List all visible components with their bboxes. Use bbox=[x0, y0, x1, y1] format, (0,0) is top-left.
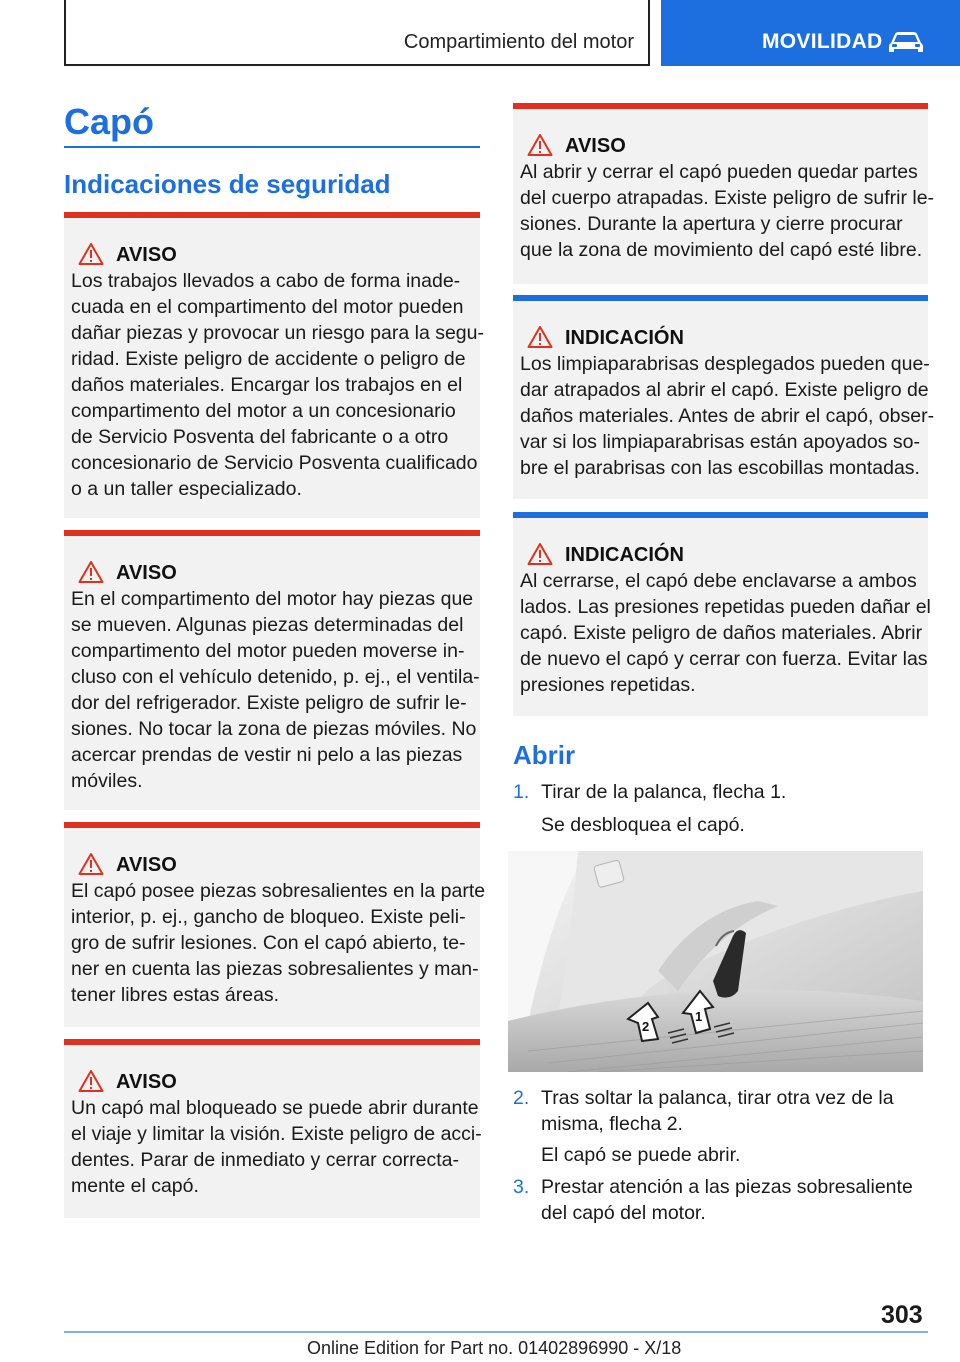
step-result: Se desbloquea el capó. bbox=[541, 814, 745, 836]
header-category-title: MOVILIDAD bbox=[762, 30, 883, 53]
step-result: El capó se puede abrir. bbox=[541, 1144, 741, 1166]
car-icon bbox=[887, 29, 925, 55]
notice-text: Los limpiaparabrisas desplegados pueden que- dar atrapados al abrir el capó. Existe peligro de daños materiales. Antes de abrir el capó, obser- var si los limpiaparabrisas están apoyados so- bre el parabrisas con las escobillas montadas. bbox=[520, 353, 935, 479]
warning-icon bbox=[527, 133, 553, 157]
page-title: Capó bbox=[64, 101, 154, 142]
notice-title: AVISO bbox=[116, 562, 177, 584]
notice-box bbox=[513, 295, 935, 499]
warning-icon bbox=[527, 325, 553, 349]
notice-title: INDICACIÓN bbox=[565, 327, 684, 349]
notice-box bbox=[64, 822, 486, 1027]
step-number: 3. bbox=[513, 1176, 530, 1198]
step-text: Tras soltar la palanca, tirar otra vez de la misma, flecha 2. bbox=[541, 1087, 894, 1135]
notice-title: INDICACIÓN bbox=[565, 544, 684, 566]
notice-box bbox=[64, 212, 484, 518]
notice-box bbox=[64, 1039, 480, 1218]
step-text: Prestar atención a las piezas sobresaliente del capó del motor. bbox=[541, 1176, 913, 1224]
notice-text: El capó posee piezas sobresalientes en la parte interior, p. ej., gancho de bloqueo. Existe peli- gro de sufrir lesiones. Con el capó abierto, te- ner en cuenta las piezas sobresalientes y man- tener libres estas áreas. bbox=[71, 880, 486, 1006]
section-title-open: Abrir bbox=[513, 740, 576, 770]
header-section-title: Compartimiento del motor bbox=[403, 31, 634, 53]
warning-icon bbox=[78, 242, 104, 266]
notice-title: AVISO bbox=[116, 854, 177, 876]
step-text: Tirar de la palanca, flecha 1. bbox=[541, 781, 787, 803]
header-section-tab bbox=[64, 0, 650, 66]
header-category-tab[interactable] bbox=[661, 0, 960, 66]
page-number: 303 bbox=[881, 1301, 923, 1329]
step-number: 1. bbox=[513, 781, 530, 803]
notice-text: Los trabajos llevados a cabo de forma inade- cuada en el compartimento del motor pueden dañar piezas y provocar un riesgo para la segu- ridad. Existe peligro de accidente o peligro de daños materiales. Encargar los trabajos en el compartimento del motor a un concesionario de Servicio Posventa del fabricante o a otro concesionario de Servicio Posventa cualificado o a un taller especializado. bbox=[71, 270, 484, 500]
hood-lever-illustration bbox=[508, 851, 923, 1072]
notice-text: Un capó mal bloqueado se puede abrir durante el viaje y limitar la visión. Existe peligro de acci- dentes. Parar de inmediato y cerrar correcta- mente el capó. bbox=[71, 1097, 482, 1197]
title-rule bbox=[64, 146, 480, 148]
hood-release-figure bbox=[508, 851, 923, 1072]
section-title-safety: Indicaciones de seguridad bbox=[64, 169, 391, 199]
warning-icon bbox=[78, 852, 104, 876]
figure-label: 2 bbox=[642, 1019, 650, 1034]
warning-icon bbox=[527, 542, 553, 566]
notice-box bbox=[64, 530, 480, 810]
warning-icon bbox=[78, 1069, 104, 1093]
figure-label: 1 bbox=[695, 1009, 703, 1024]
notice-title: AVISO bbox=[565, 135, 626, 157]
notice-text: Al cerrarse, el capó debe enclavarse a ambos lados. Las presiones repetidas pueden dañar el capó. Existe peligro de daños materiales. Abrir de nuevo el capó y cerrar con fuerza. Evitar las presiones repetidas. bbox=[520, 570, 931, 696]
notice-text: Al abrir y cerrar el capó pueden quedar partes del cuerpo atrapadas. Existe peligro de sufrir le- siones. Durante la apertura y cierre procurar que la zona de movimiento del capó esté libre. bbox=[520, 161, 935, 261]
step-number: 2. bbox=[513, 1087, 530, 1109]
notice-text: En el compartimento del motor hay piezas que se mueven. Algunas piezas determinadas del compartimento del motor pueden moverse in- cluso con el vehículo detenido, p. ej., el ventila- dor del refrigerador. Existe peligro de sufrir le- siones. No tocar la zona de piezas móviles. No acercar prendas de vestir ni pelo a las piezas móviles. bbox=[71, 588, 480, 792]
notice-box bbox=[513, 512, 931, 716]
footer-rule bbox=[64, 1331, 928, 1333]
footer-edition: Online Edition for Part no. 01402896990 - X/18 bbox=[307, 1338, 682, 1358]
notice-title: AVISO bbox=[116, 1071, 177, 1093]
warning-icon bbox=[78, 560, 104, 584]
notice-box bbox=[513, 103, 935, 284]
notice-title: AVISO bbox=[116, 244, 177, 266]
